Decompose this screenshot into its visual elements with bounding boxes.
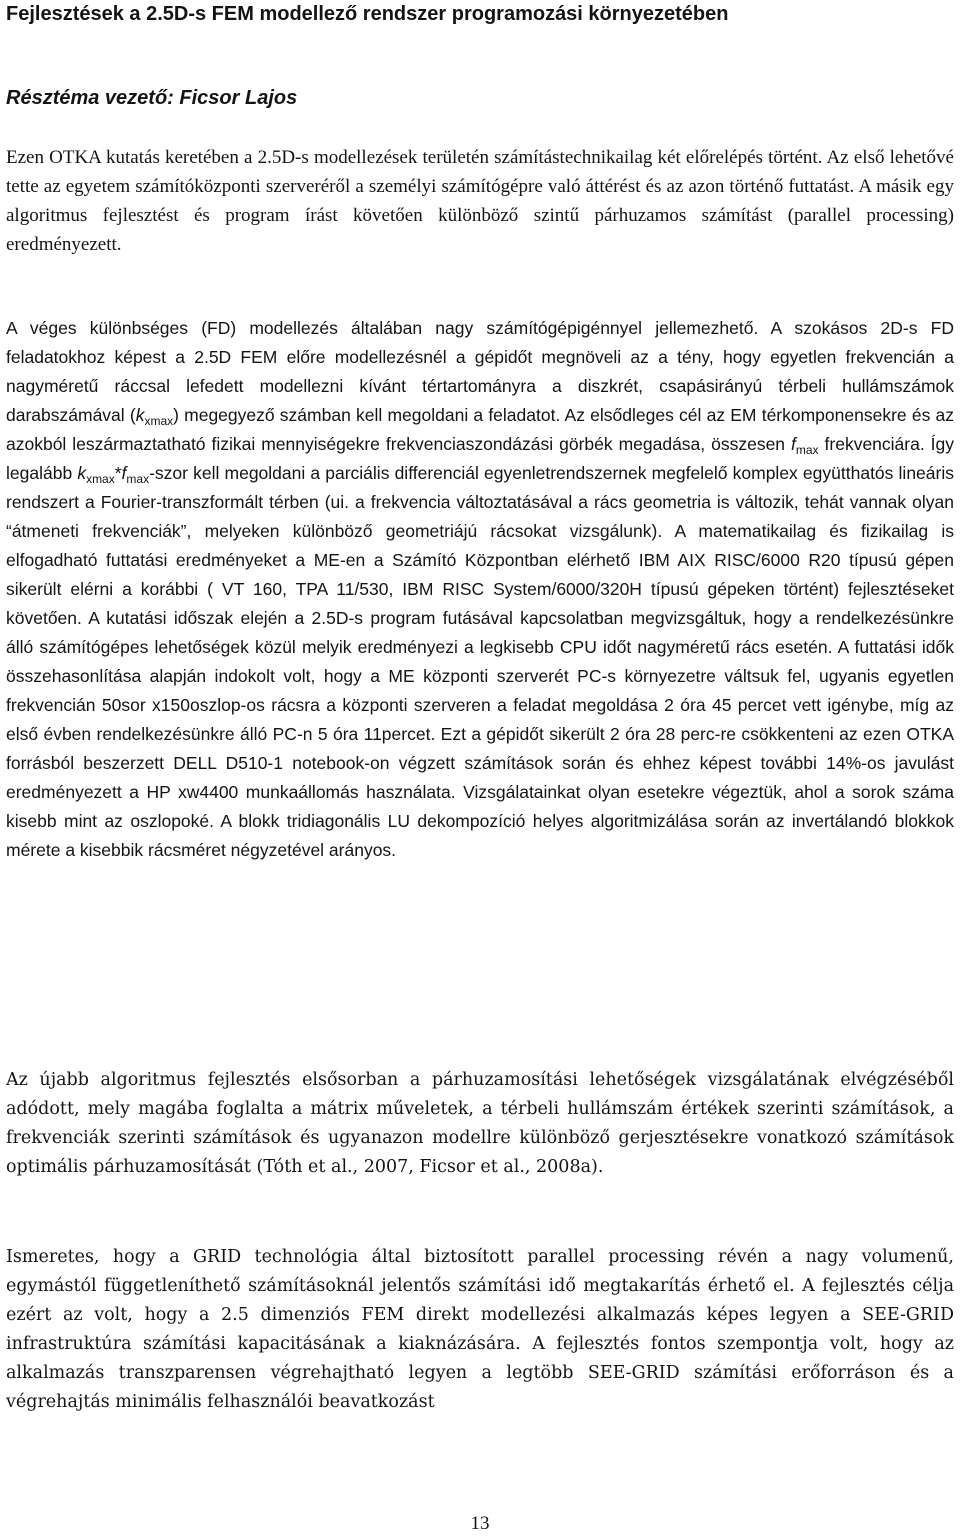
symbol-k: k [77, 463, 87, 483]
subscript-max: max [795, 443, 819, 457]
multiplication-sign: * [114, 463, 122, 483]
paragraph-text: frekvenciára. Így legalább [6, 434, 955, 483]
symbol-f: f [791, 434, 796, 454]
subscript-xmax: xmax [144, 414, 174, 428]
paragraph-text: ) megegyező számban kell megoldani a feladatot. Az elsődleges cél az EM térkomponensekre és az azokból leszármaztatható fizikai mennyiségekre frekvenciaszondázási görbék megadása, összesen [6, 405, 954, 454]
subscript-max: max [126, 472, 150, 486]
paragraph-intro: Ezen OTKA kutatás keretében a 2.5D-s modellezések területén számítástechnikailag két előrelépés történt. Az első lehetővé tette az egyetem számítóközponti szerveréről a személyi számítógépre való áttérést és az azon történő futtatást. A másik egy algoritmus fejlesztést és program írást követően különböző szintű párhuzamos számítást (parallel processing) eredményezett. [6, 147, 954, 255]
page-title: Fejlesztések a 2.5D-s FEM modellező rendszer programozási környezetében [6, 3, 729, 25]
subtopic-leader: Résztéma vezető: Ficsor Lajos [6, 87, 298, 109]
subscript-xmax: xmax [86, 472, 115, 486]
symbol-k: k [135, 405, 145, 425]
paragraph-grid: Ismeretes, hogy a GRID technológia által biztosított parallel processing révén a nagy volumenű, egymástól függetleníthető számításoknál jelentős számítási idő megtakarítás érhető el. A fejlesztés célja ezért az volt, hogy a 2.5 dimenziós FEM direkt modellezési alkalmazás képes legyen a SEE-GRID infrastruktúra számítási kapacitásának a kiaknázására. A fejlesztés fontos szempontja volt, hogy az alkalmazás transzparensen végrehajtható legyen a legtöbb SEE-GRID számítási erőforráson és a végrehajtás minimális felhasználói beavatkozást [6, 1247, 954, 1412]
page-number: 13 [470, 1513, 490, 1534]
symbol-f: f [121, 463, 127, 483]
paragraph-fd-modeling [6, 314, 954, 865]
paragraph-text: A véges különbséges (FD) modellezés általában nagy számítógépigénnyel jellemezhető. A szokásos 2D-s FD feladatokhoz képest a 2.5D FEM előre modellezésnél a gépidőt megnöveli az a tény, hogy egyetlen frekvencián a nagyméretű ráccsal lefedett modellezni kívánt tértartományra a diszkrét, csapásirányú térbeli hullámszámok darabszámával ( [6, 318, 954, 425]
paragraph-algorithm: Az újabb algoritmus fejlesztés elsősorban a párhuzamosítási lehetőségek vizsgálatának elvégzéséből adódott, mely magába foglalta a mátrix műveletek, a térbeli hullámszám értékek szerinti számítások, a frekvenciák szerinti számítások és ugyanazon modellre különböző gerjesztésekre vonatkozó számítások optimális párhuzamosítását (Tóth et al., 2007, Ficsor et al., 2008a). [6, 1070, 954, 1177]
paragraph-text: -szor kell megoldani a parciális differenciál egyenletrendszernek megfelelő komplex együtthatós lineáris rendszert a Fourier-transzformált térben (ui. a frekvencia változtatásával a rács geometria is változik, tehát vannak olyan “átmeneti frekvenciák”, melyeken különböző geometriájú rácsokat vizsgálunk). A matematikailag és fizikailag is elfogadható futtatási eredményeket a ME-en a Számító Központban elérhető IBM AIX RISC/6000 R20 típusú gépen sikerült elérni a korábbi ( VT 160, TPA 11/530, IBM RISC System/6000/320H típusú gépeken történt) fejlesztéseket követően. A kutatási időszak elején a 2.5D-s program futásával kapcsolatban megvizsgáltuk, hogy a rendelkezésünkre álló számítógépes lehetőségek közül melyik eredményezi a legkisebb CPU időt nagyméretű rács esetén. A futtatási idők összehasonlítása alapján indokolt volt, hogy a ME központi szerverét PC-s környezetre váltsuk fel, ugyanis egyetlen frekvencián 50sor x150oszlop-os rácsra a központi szerveren a feladat megoldása 2 óra 45 percet vett igénybe, míg az első évben rendelkezésünkre álló PC-n 5 óra 11percet. Ezt a gépidőt sikerült 2 óra 28 perc-re csökkenteni az ezen OTKA forrásból beszerzett DELL D510-1 notebook-on végzett számítások során és ehhez képest további 14%-os javulást eredményezett a HP xw4400 munkaállomás használata. Vizsgálatainkat olyan esetekre végeztük, ahol a sorok száma kisebb mint az oszlopoké. A blokk tridiagonális LU dekompozíció helyes algoritmizálása során az invertálandó blokkok mérete a kisebbik rácsméret négyzetével arányos. [6, 463, 954, 860]
